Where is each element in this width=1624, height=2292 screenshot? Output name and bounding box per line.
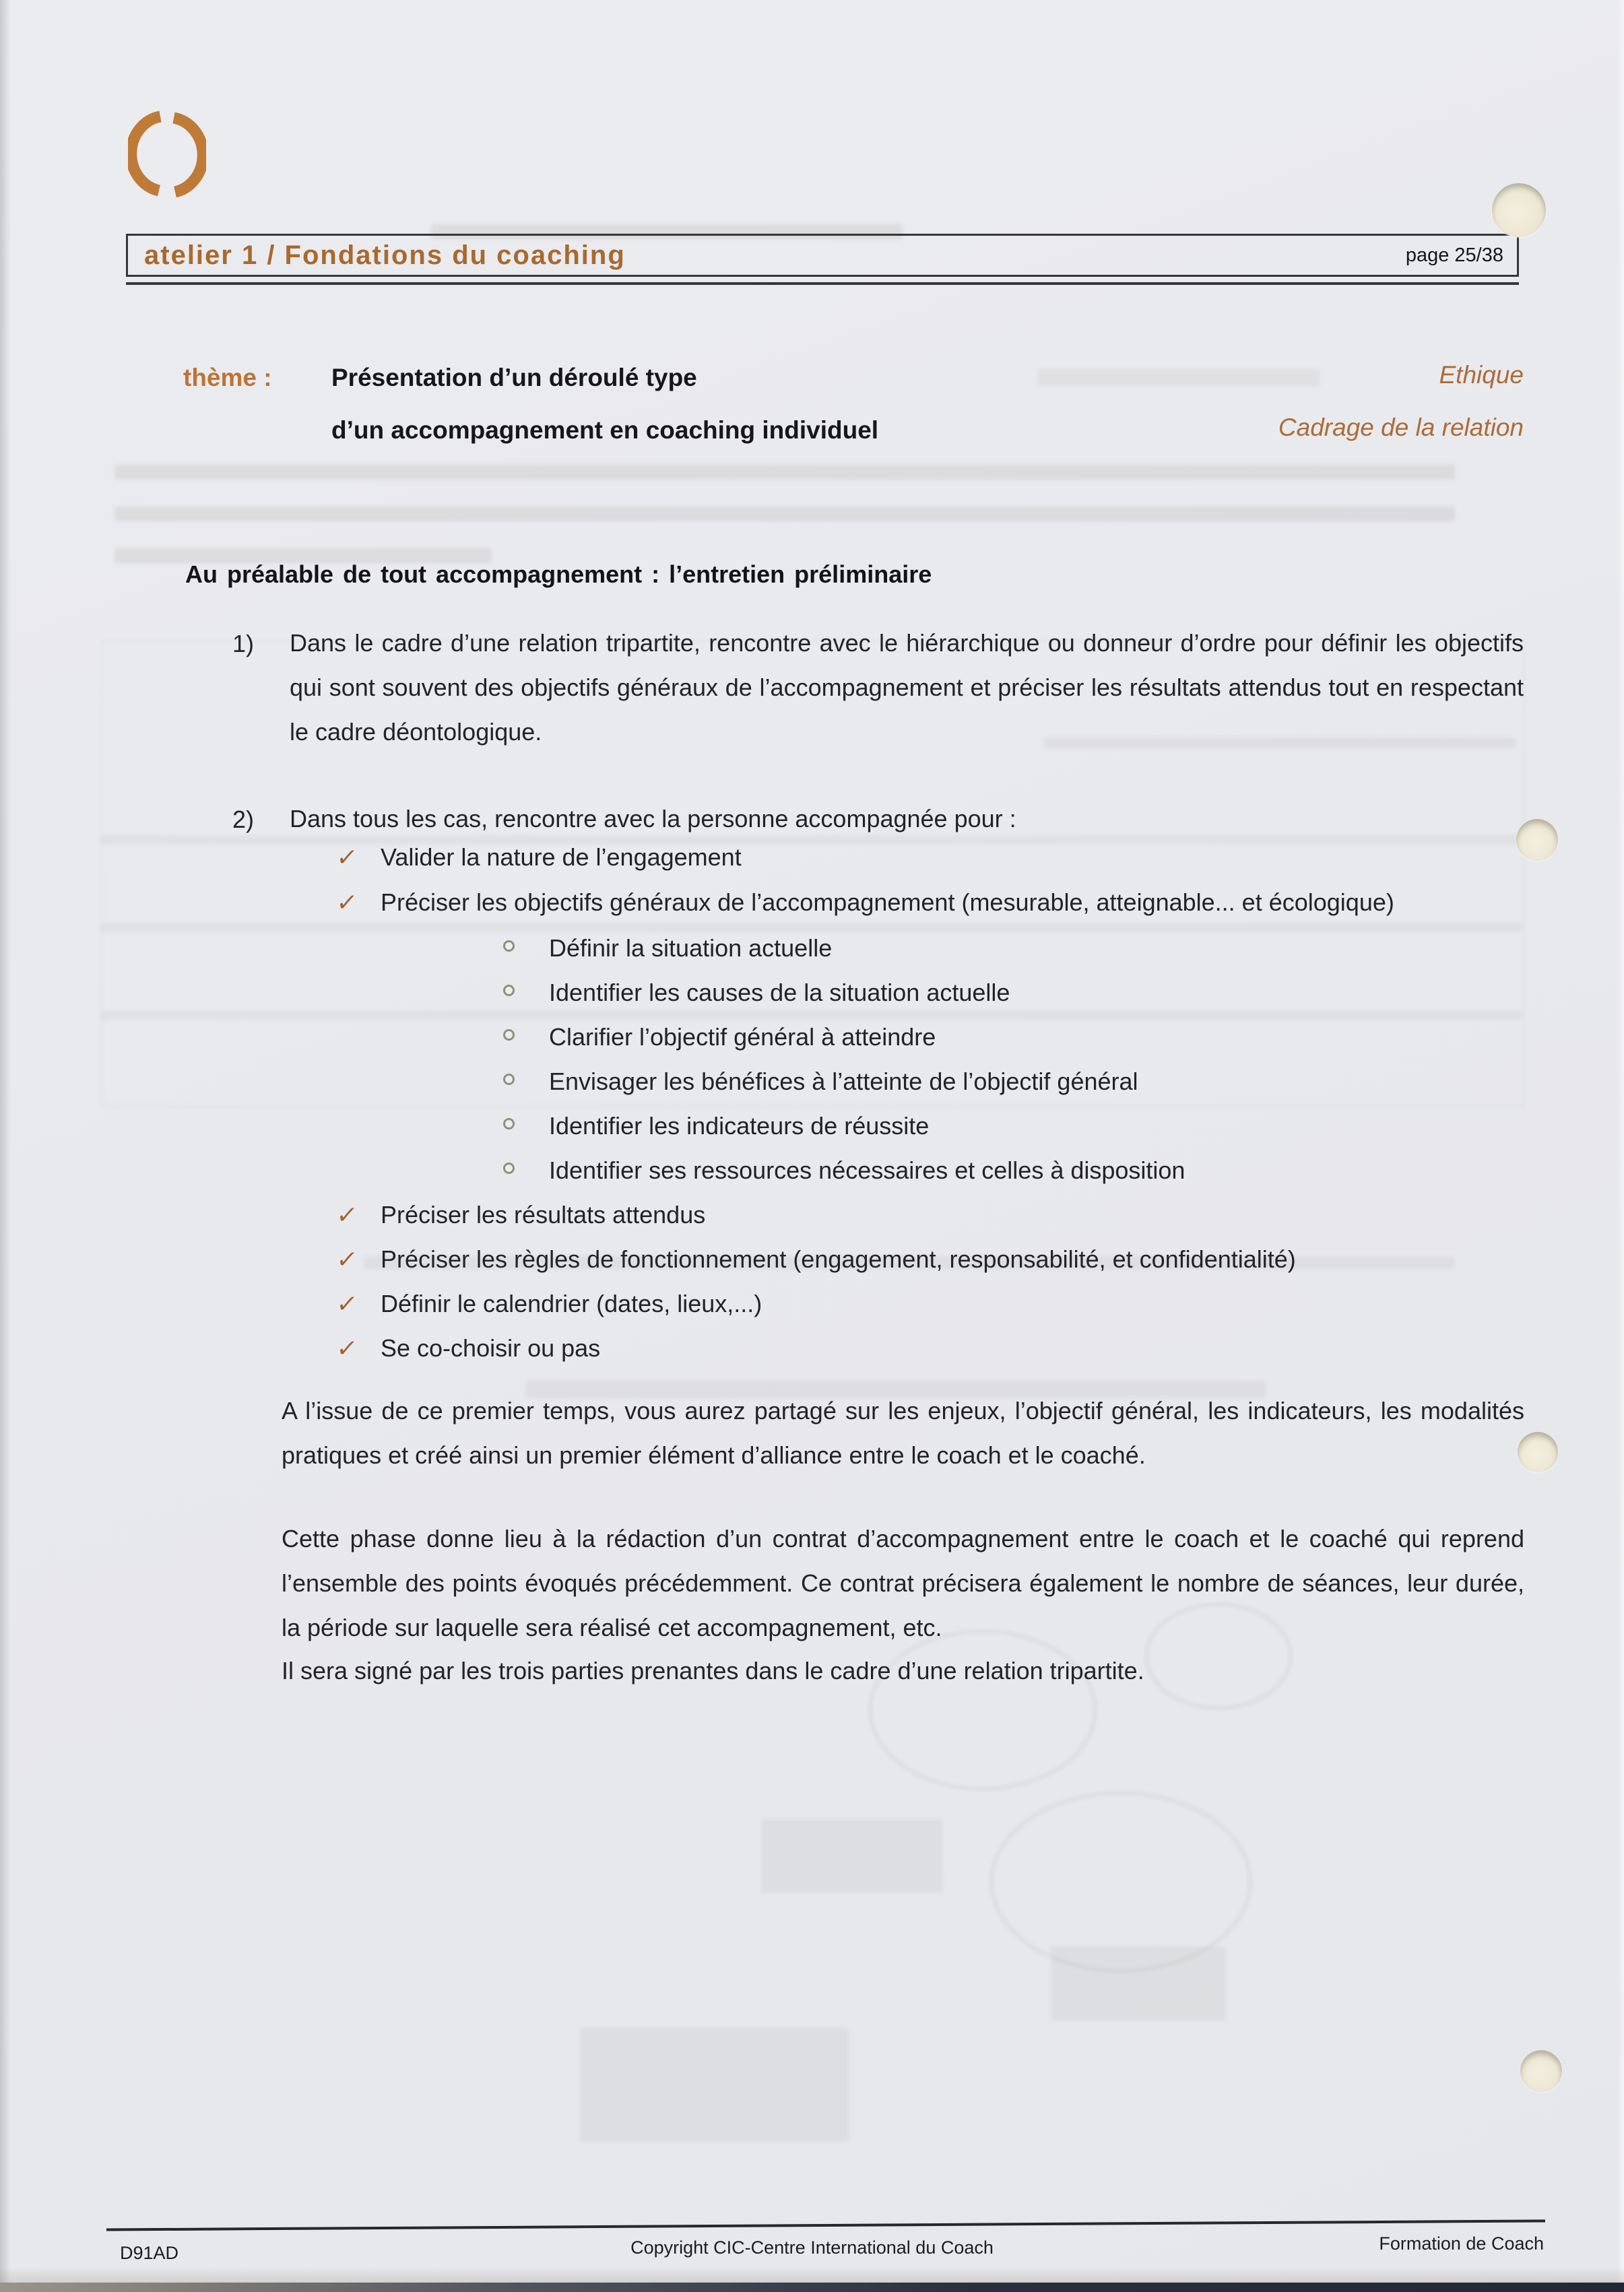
circle-list-item: Identifier les indicateurs de réussite	[503, 1109, 929, 1143]
punch-hole	[1516, 819, 1558, 861]
check-list-item: ✓ Valider la nature de l’engagement	[337, 841, 742, 874]
numbered-item-2: Dans tous les cas, rencontre avec la personne accompagnée pour :	[290, 805, 1016, 832]
check-list-item: ✓ Définir le calendrier (dates, lieux,...)	[337, 1287, 762, 1321]
theme-title-line2: d’un accompagnement en coaching individuel	[331, 416, 879, 444]
header-bar	[126, 234, 1519, 277]
circle-list-item: Définir la situation actuelle	[503, 931, 832, 965]
circle-list-item: Clarifier l’objectif général à atteindre	[503, 1020, 936, 1054]
circle-bullet-icon	[503, 1163, 515, 1174]
check-list-item: ✓ Préciser les objectifs généraux de l’accompagnement (mesurable, atteignable... et écologique)	[337, 886, 1394, 919]
theme-label: thème :	[183, 364, 272, 391]
footer-formation: Formation de Coach	[1379, 2233, 1544, 2254]
circle-bullet-icon	[503, 940, 515, 952]
check-list-item: ✓ Préciser les résultats attendus	[337, 1198, 705, 1232]
paragraph-signature: Il sera signé par les trois parties prenantes dans le cadre d’une relation tripartite.	[282, 1657, 1144, 1684]
circle-list-item: Envisager les bénéfices à l’atteinte de l’objectif général	[503, 1065, 1138, 1099]
footer-doc-code: D91AD	[120, 2243, 179, 2263]
circle-bullet-icon	[503, 985, 515, 996]
circle-bullet-icon	[503, 1074, 515, 1085]
circle-bullet-icon	[503, 1029, 515, 1041]
circle-bullet-icon	[503, 1118, 515, 1129]
theme-tag-ethique: Ethique	[1439, 361, 1524, 389]
scan-edge-right	[1617, 0, 1624, 2292]
check-list-item: ✓ Se co-choisir ou pas	[337, 1332, 600, 1365]
workshop-title: atelier 1 / Fondations du coaching	[144, 240, 626, 270]
section-heading: Au préalable de tout accompagnement : l’entretien préliminaire	[185, 560, 932, 588]
scan-bottom-shadow	[0, 2267, 1624, 2283]
numbered-item-1: Dans le cadre d’une relation tripartite, rencontre avec le hiérarchique ou donneur d’ordre pour définir les objectifs qui sont souvent des objectifs généraux de l’accompagnement et préciser les résultats attendus tout en respectant le cadre déontologique.	[290, 629, 1524, 746]
checkmark-icon: ✓	[335, 843, 360, 871]
list-number: 1)	[232, 630, 255, 657]
cic-logo-icon	[128, 110, 206, 202]
footer-copyright: Copyright CIC-Centre International du Coach	[630, 2237, 994, 2258]
punch-hole	[1518, 1432, 1558, 1472]
punch-hole	[1492, 183, 1546, 237]
scan-edge-left	[0, 0, 11, 2292]
circle-list-item: Identifier les causes de la situation actuelle	[503, 976, 1010, 1010]
list-number: 2)	[232, 806, 255, 833]
theme-tag-cadrage: Cadrage de la relation	[1278, 414, 1524, 441]
checkmark-icon: ✓	[335, 1201, 360, 1229]
page-number: page 25/38	[1405, 244, 1503, 266]
paragraph-contract: Cette phase donne lieu à la rédaction d’un contrat d’accompagnement entre le coach et le coaché qui reprend l’ensemble des points évoqués précédemment. Ce contrat précisera également le nombre de séances, leur durée, la période sur laquelle sera réalisé cet accompagnement, etc.	[282, 1525, 1524, 1641]
circle-list-item: Identifier ses ressources nécessaires et celles à disposition	[503, 1154, 1185, 1187]
check-list-item: ✓ Préciser les règles de fonctionnement (engagement, responsabilité, et confidentialité)	[337, 1243, 1296, 1276]
checkmark-icon: ✓	[335, 1290, 360, 1317]
checkmark-icon: ✓	[335, 1245, 360, 1273]
theme-title-line1: Présentation d’un déroulé type	[331, 364, 697, 391]
checkmark-icon: ✓	[335, 888, 360, 916]
punch-hole	[1520, 2050, 1562, 2092]
checkmark-icon: ✓	[335, 1334, 360, 1362]
scan-bottom-edge	[0, 2283, 1624, 2292]
header-underline	[126, 282, 1519, 285]
paragraph-conclusion-1: A l’issue de ce premier temps, vous aurez partagé sur les enjeux, l’objectif général, les indicateurs, les modalités pratiques et créé ainsi un premier élément d’alliance entre le coach et le coaché.	[282, 1397, 1524, 1469]
